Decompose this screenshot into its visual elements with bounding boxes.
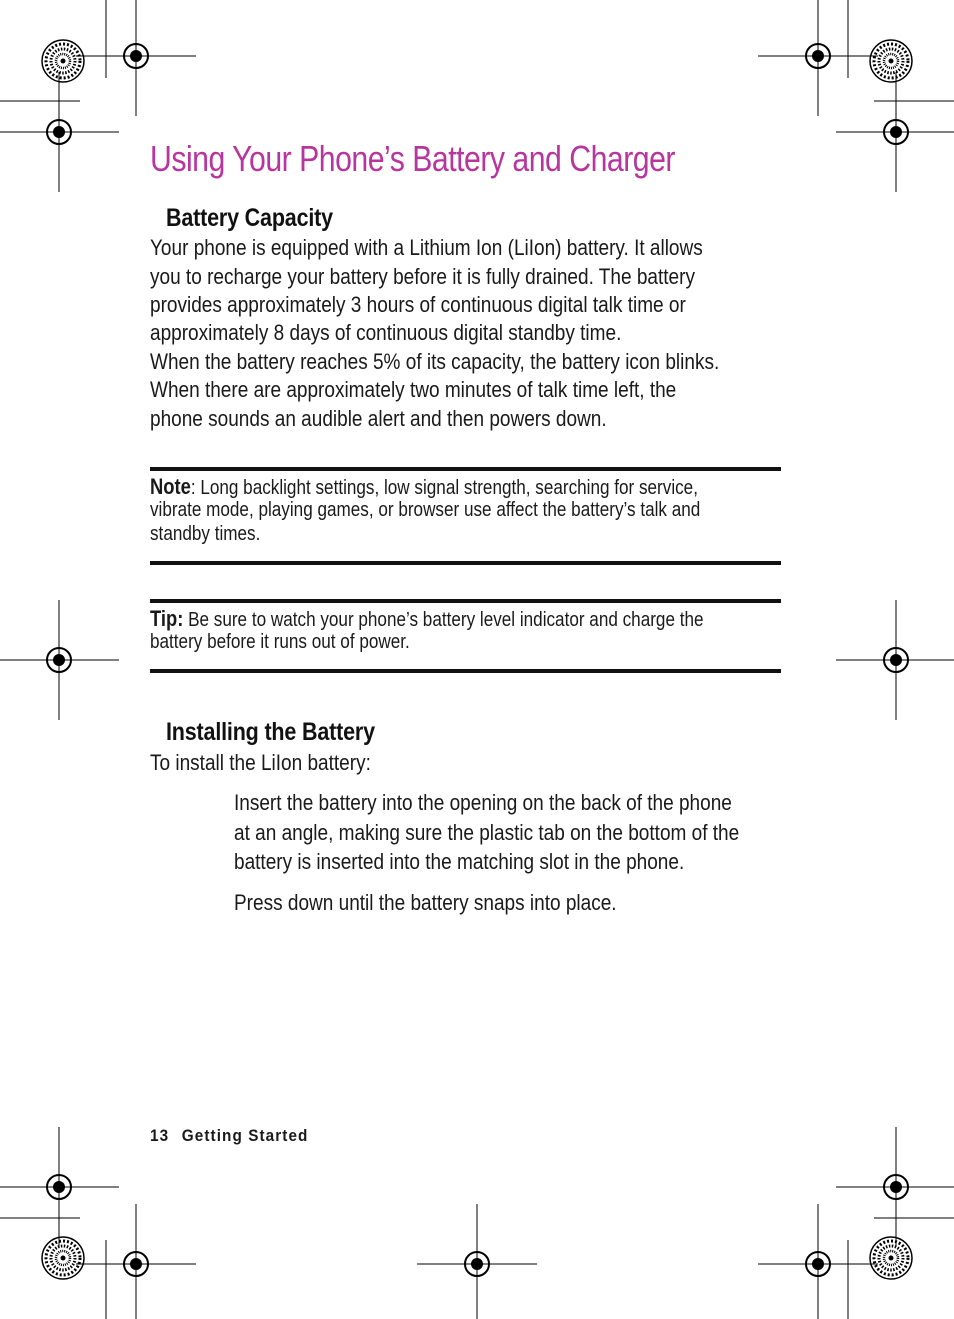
- step-1-line: at an angle, making sure the plastic tab on the bottom of the: [234, 820, 740, 845]
- note-label: Note: [150, 474, 191, 499]
- page-footer: [150, 1126, 308, 1146]
- note-line-2: vibrate mode, playing games, or browser use affect the battery’s talk and: [150, 498, 701, 521]
- note-line-1: [150, 474, 698, 500]
- paragraph-line: you to recharge your battery before it is fully drained. The battery: [150, 264, 695, 289]
- step-1-line: battery is inserted into the matching slot in the phone.: [234, 849, 685, 874]
- tip-bottom-rule: [150, 669, 781, 673]
- tip-label: Tip:: [150, 606, 184, 631]
- note-text: : Long backlight settings, low signal strength, searching for service,: [190, 476, 698, 499]
- footer-section: Getting Started: [181, 1126, 309, 1145]
- page-title: Using Your Phone’s Battery and Charger: [150, 138, 675, 179]
- paragraph-line: Your phone is equipped with a Lithium Ion (LiIon) battery. It allows: [150, 235, 703, 260]
- installing-battery-heading: Installing the Battery: [166, 718, 375, 746]
- paragraph-line: approximately 8 days of continuous digital standby time.: [150, 320, 622, 345]
- page-number: 13: [150, 1126, 170, 1145]
- note-top-rule: [150, 467, 781, 471]
- tip-text: Be sure to watch your phone’s battery level indicator and charge the: [183, 608, 704, 631]
- paragraph-line: phone sounds an audible alert and then powers down.: [150, 406, 607, 431]
- step-2-line: Press down until the battery snaps into place.: [234, 890, 617, 915]
- paragraph-line: provides approximately 3 hours of continuous digital talk time or: [150, 292, 686, 317]
- tip-top-rule: [150, 599, 781, 603]
- step-1-line: Insert the battery into the opening on the back of the phone: [234, 790, 732, 815]
- installing-intro: To install the LiIon battery:: [150, 750, 371, 775]
- battery-capacity-heading: Battery Capacity: [166, 204, 333, 232]
- note-bottom-rule: [150, 561, 781, 565]
- note-line-3: standby times.: [150, 522, 261, 545]
- tip-line-2: battery before it runs out of power.: [150, 630, 410, 653]
- tip-line-1: [150, 606, 704, 632]
- paragraph-line: When the battery reaches 5% of its capacity, the battery icon blinks.: [150, 349, 720, 374]
- paragraph-line: When there are approximately two minutes of talk time left, the: [150, 377, 677, 402]
